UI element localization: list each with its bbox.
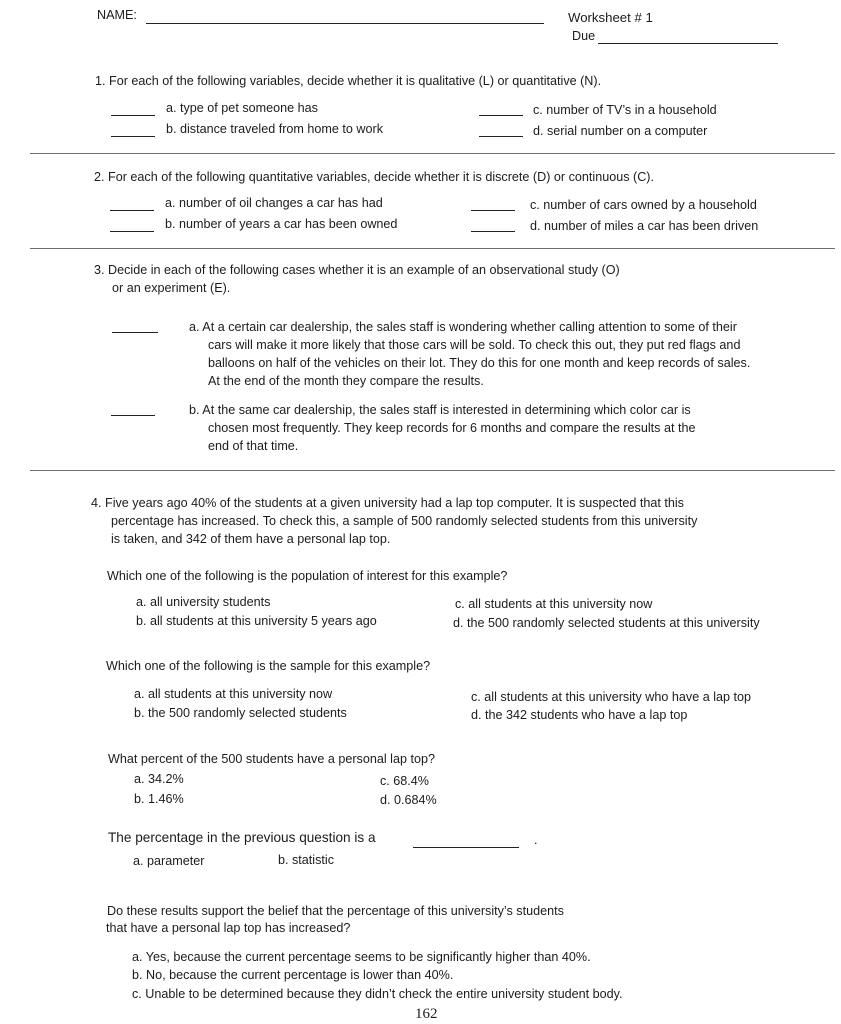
- q1c-answer-blank[interactable]: [479, 115, 523, 116]
- name-field[interactable]: [146, 23, 544, 24]
- worksheet-title: Worksheet # 1: [568, 10, 653, 25]
- q4-intro-line: percentage has increased. To check this, a sample of 500 randomly selected students from this university: [111, 514, 698, 528]
- q3b-text-line: end of that time.: [208, 439, 299, 453]
- q4-intro-line: 4. Five years ago 40% of the students at a given university had a lap top computer. It is suspected that this: [91, 496, 684, 510]
- q3-prompt-line1: 3. Decide in each of the following cases whether it is an example of an observational study (O): [94, 263, 620, 277]
- q2b-item: b. number of years a car has been owned: [165, 217, 398, 231]
- q3a-answer-blank[interactable]: [112, 332, 158, 333]
- due-field[interactable]: [598, 43, 778, 44]
- q3b-answer-blank[interactable]: [111, 415, 155, 416]
- support-option-b[interactable]: b. No, because the current percentage is lower than 40%.: [132, 968, 454, 982]
- q2-prompt: 2. For each of the following quantitative variables, decide whether it is discrete (D) or continuous (C).: [94, 170, 654, 184]
- q1a-answer-blank[interactable]: [111, 115, 155, 116]
- q2a-item: a. number of oil changes a car has had: [165, 196, 383, 210]
- sample-option-d[interactable]: d. the 342 students who have a lap top: [471, 708, 688, 722]
- q3a-text-line: a. At a certain car dealership, the sales staff is wondering whether calling attention to some of their: [189, 320, 737, 334]
- q2c-answer-blank[interactable]: [471, 210, 515, 211]
- statistic-question: The percentage in the previous question is a: [108, 830, 376, 845]
- q1a-item: a. type of pet someone has: [166, 101, 318, 115]
- name-label: NAME:: [97, 8, 137, 22]
- statistic-option-a[interactable]: a. parameter: [133, 854, 205, 868]
- q3-prompt-line2: or an experiment (E).: [112, 281, 231, 295]
- support-question-line2: that have a personal lap top has increased?: [106, 921, 351, 935]
- q1d-answer-blank[interactable]: [479, 136, 523, 137]
- section-divider: [30, 248, 835, 249]
- q2d-answer-blank[interactable]: [471, 231, 515, 232]
- population-option-a[interactable]: a. all university students: [136, 595, 271, 609]
- q3b-text-line: b. At the same car dealership, the sales staff is interested in determining which color car is: [189, 403, 691, 417]
- statistic-answer-blank[interactable]: [413, 847, 519, 848]
- percent-option-a[interactable]: a. 34.2%: [134, 772, 184, 786]
- q1c-item: c. number of TV’s in a household: [533, 103, 717, 117]
- support-option-c[interactable]: c. Unable to be determined because they didn’t check the entire university student body.: [132, 987, 623, 1001]
- sample-option-a[interactable]: a. all students at this university now: [134, 687, 333, 701]
- q3a-text-line: At the end of the month they compare the results.: [208, 374, 484, 388]
- statistic-question-period: .: [534, 833, 538, 847]
- q3b-text-line: chosen most frequently. They keep records for 6 months and compare the results at the: [208, 421, 696, 435]
- percent-option-d[interactable]: d. 0.684%: [380, 793, 437, 807]
- q3a-text-line: cars will make it more likely that those cars will be sold. To check this out, they put red flags and: [208, 338, 741, 352]
- percent-option-c[interactable]: c. 68.4%: [380, 774, 430, 788]
- q1b-answer-blank[interactable]: [111, 136, 155, 137]
- sample-option-c[interactable]: c. all students at this university who have a lap top: [471, 690, 752, 704]
- support-option-a[interactable]: a. Yes, because the current percentage seems to be significantly higher than 40%.: [132, 950, 591, 964]
- page-number: 162: [415, 1006, 438, 1022]
- q2d-item: d. number of miles a car has been driven: [530, 219, 759, 233]
- q2c-item: c. number of cars owned by a household: [530, 198, 757, 212]
- q2b-answer-blank[interactable]: [110, 231, 154, 232]
- due-label: Due: [572, 29, 596, 43]
- percent-option-b[interactable]: b. 1.46%: [134, 792, 184, 806]
- population-question: Which one of the following is the population of interest for this example?: [107, 569, 508, 583]
- q1d-item: d. serial number on a computer: [533, 124, 708, 138]
- q1-prompt: 1. For each of the following variables, decide whether it is qualitative (L) or quantitative (N).: [95, 74, 602, 88]
- percent-question: What percent of the 500 students have a personal lap top?: [108, 752, 435, 766]
- sample-option-b[interactable]: b. the 500 randomly selected students: [134, 706, 347, 720]
- q2a-answer-blank[interactable]: [110, 210, 154, 211]
- section-divider: [30, 153, 835, 154]
- statistic-option-b[interactable]: b. statistic: [278, 853, 334, 867]
- sample-question: Which one of the following is the sample for this example?: [106, 659, 431, 673]
- q3a-text-line: balloons on half of the vehicles on their lot. They do this for one month and keep records of sales.: [208, 356, 751, 370]
- q4-intro-line: is taken, and 342 of them have a personal lap top.: [111, 532, 391, 546]
- support-question-line1: Do these results support the belief that the percentage of this university’s students: [107, 904, 564, 918]
- q1b-item: b. distance traveled from home to work: [166, 122, 383, 136]
- section-divider: [30, 470, 835, 471]
- population-option-d[interactable]: d. the 500 randomly selected students at this university: [453, 616, 760, 630]
- population-option-b[interactable]: b. all students at this university 5 years ago: [136, 614, 377, 628]
- population-option-c[interactable]: c. all students at this university now: [455, 597, 653, 611]
